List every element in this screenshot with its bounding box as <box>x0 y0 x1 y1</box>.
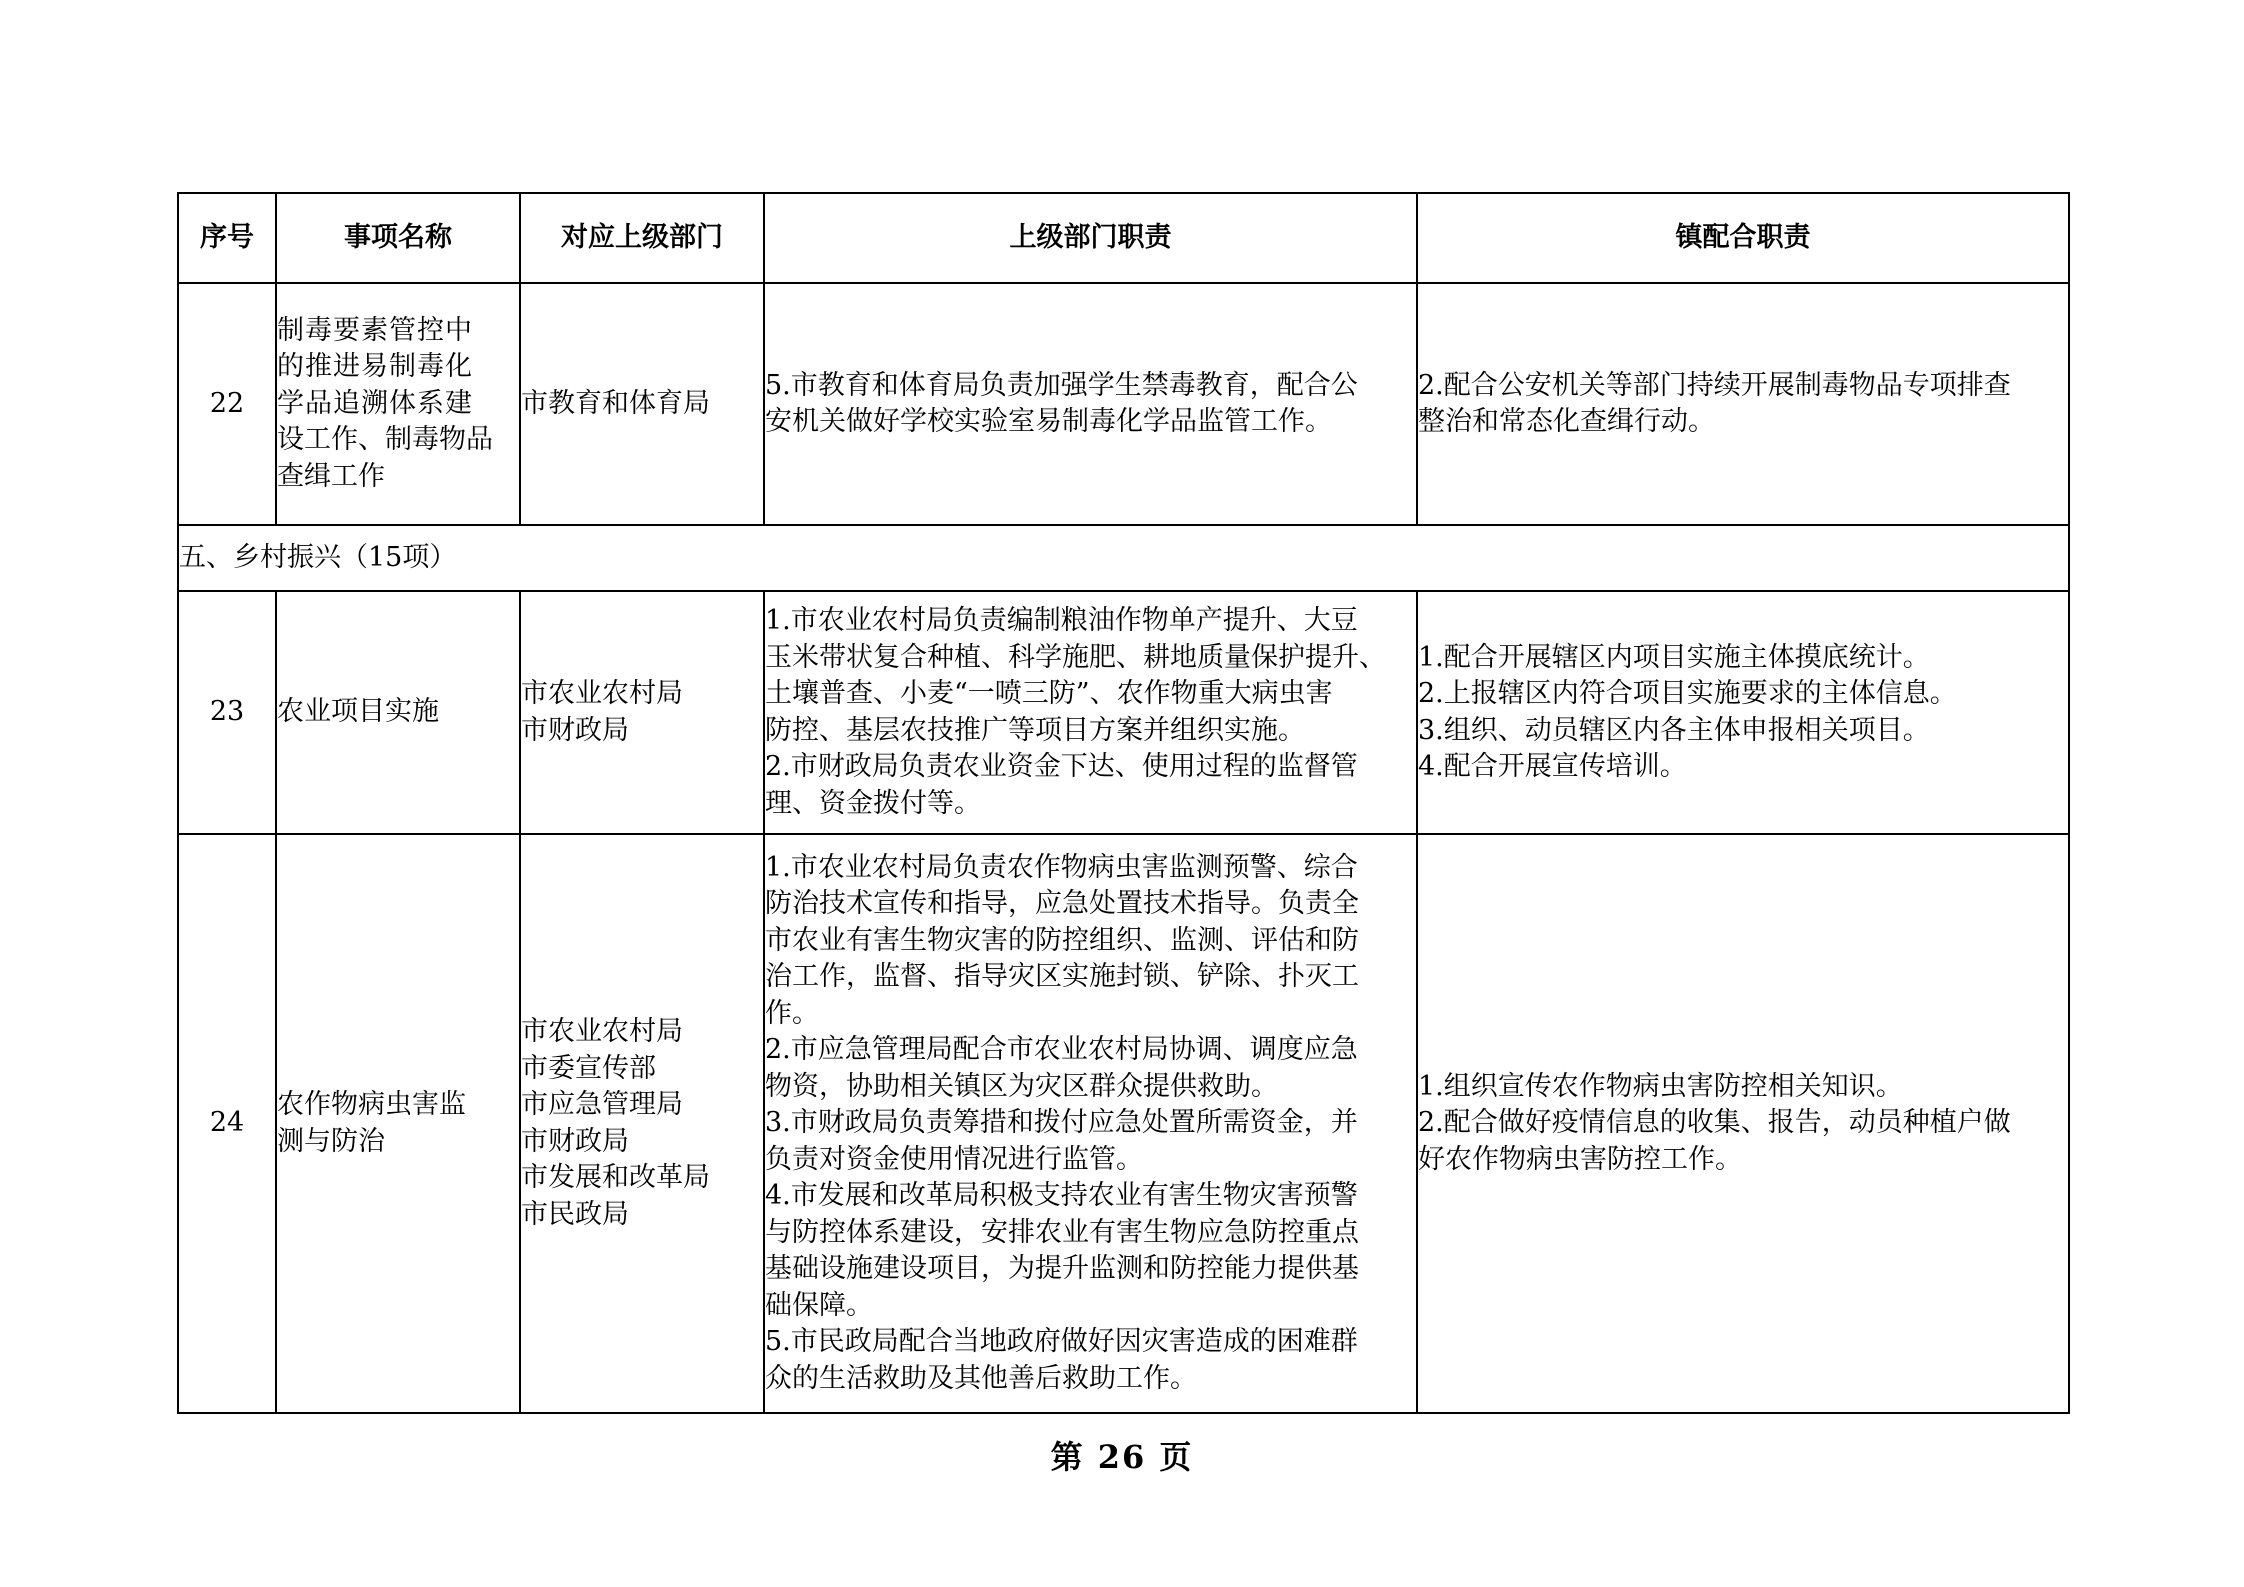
duty-line: 土壤普查、小麦“一喷三防”、农作物重大病虫害 <box>765 678 1333 709</box>
header-cell-town-duties: 镇配合职责 <box>1417 193 2069 283</box>
duty-line: 5.市教育和体育局负责加强学生禁毒教育，配合公 <box>765 369 1358 401</box>
section-row <box>178 525 2069 591</box>
superior-duty-cell <box>764 591 1417 834</box>
superior-duty-cell <box>764 834 1417 1413</box>
department-line: 市财政局 <box>521 1125 629 1157</box>
department-line: 市委宣传部 <box>521 1052 656 1084</box>
item-name-line: 的推进易制毒化 <box>277 351 473 383</box>
item-name-cell <box>276 283 520 525</box>
header-cell-superior-department: 对应上级部门 <box>520 193 764 283</box>
town-duty-line: 1.组织宣传农作物病虫害防控相关知识。 <box>1418 1070 1903 1102</box>
row-number: 22 <box>178 283 276 525</box>
town-duty-line: 3.组织、动员辖区内各主体申报相关项目。 <box>1418 714 1930 746</box>
duty-line: 2.市应急管理局配合市农业农村局协调、调度应急 <box>765 1034 1358 1066</box>
table-row <box>178 591 2069 834</box>
town-duty-line: 4.配合开展宣传培训。 <box>1418 751 1687 782</box>
table-header-row <box>178 193 2069 283</box>
duty-line: 治工作，监督、指导灾区实施封锁、铲除、扑灭工 <box>765 961 1359 993</box>
item-name-line: 设工作、制毒物品 <box>277 424 493 456</box>
department-cell <box>520 283 764 525</box>
duty-line: 与防控体系建设，安排农业有害生物应急防控重点 <box>765 1216 1359 1248</box>
town-duty-cell <box>1417 834 2069 1413</box>
town-duty-line: 整治和常态化查缉行动。 <box>1418 406 1715 437</box>
item-name-cell <box>276 591 520 834</box>
duty-line: 础保障。 <box>765 1289 873 1321</box>
item-name-line: 农作物病虫害监 <box>277 1089 466 1120</box>
duty-line: 5.市民政局配合当地政府做好因灾害造成的困难群 <box>765 1326 1358 1358</box>
item-name-cell <box>276 834 520 1413</box>
duty-line: 2.市财政局负责农业资金下达、使用过程的监督管 <box>765 751 1358 782</box>
item-name-line: 农业项目实施 <box>277 696 439 728</box>
duty-line: 作。 <box>765 997 819 1029</box>
department-line: 市农业农村局 <box>521 1016 683 1047</box>
town-duty-line: 1.配合开展辖区内项目实施主体摸底统计。 <box>1418 641 1930 673</box>
header-cell-item-name: 事项名称 <box>276 193 520 283</box>
header-cell-superior-duties: 上级部门职责 <box>764 193 1417 283</box>
duty-line: 市农业有害生物灾害的防控组织、监测、评估和防 <box>765 924 1359 956</box>
item-name-line: 学品追溯体系建 <box>277 387 473 419</box>
town-duty-cell <box>1417 591 2069 834</box>
department-line: 市农业农村局 <box>521 678 683 709</box>
superior-duty-cell <box>764 283 1417 525</box>
duty-line: 1.市农业农村局负责编制粮油作物单产提升、大豆 <box>765 605 1358 636</box>
responsibility-table <box>177 192 2070 1414</box>
table-row <box>178 283 2069 525</box>
duty-line: 基础设施建设项目，为提升监测和防控能力提供基 <box>765 1253 1359 1285</box>
department-cell <box>520 834 764 1413</box>
table-row <box>178 834 2069 1413</box>
town-duty-cell <box>1417 283 2069 525</box>
duty-line: 4.市发展和改革局积极支持农业有害生物灾害预警 <box>765 1180 1358 1212</box>
section-title: 五、乡村振兴（15项） <box>178 525 2069 591</box>
row-number: 23 <box>178 591 276 834</box>
duty-line: 防控、基层农技推广等项目方案并组织实施。 <box>765 714 1305 746</box>
department-line: 市应急管理局 <box>521 1089 683 1120</box>
duty-line: 理、资金拨付等。 <box>765 787 981 819</box>
duty-line: 防治技术宣传和指导，应急处置技术指导。负责全 <box>765 888 1359 920</box>
department-line: 市发展和改革局 <box>521 1162 710 1193</box>
town-duty-line: 2.配合做好疫情信息的收集、报告，动员种植户做 <box>1418 1107 2011 1139</box>
department-cell <box>520 591 764 834</box>
department-line: 市教育和体育局 <box>521 387 710 419</box>
department-line: 市民政局 <box>521 1198 629 1230</box>
duty-line: 众的生活救助及其他善后救助工作。 <box>765 1362 1197 1394</box>
duty-line: 玉米带状复合种植、科学施肥、耕地质量保护提升、 <box>765 641 1386 673</box>
town-duty-line: 好农作物病虫害防控工作。 <box>1418 1143 1742 1175</box>
duty-line: 负责对资金使用情况进行监管。 <box>765 1143 1143 1175</box>
duty-line: 1.市农业农村局负责农作物病虫害监测预警、综合 <box>765 851 1358 883</box>
item-name-line: 查缉工作 <box>277 460 385 492</box>
town-duty-line: 2.上报辖区内符合项目实施要求的主体信息。 <box>1418 678 1957 709</box>
row-number: 24 <box>178 834 276 1413</box>
page-number: 第 26 页 <box>1050 1438 1194 1476</box>
town-duty-line: 2.配合公安机关等部门持续开展制毒物品专项排查 <box>1418 369 2011 401</box>
department-line: 市财政局 <box>521 714 629 746</box>
duty-line: 安机关做好学校实验室易制毒化学品监管工作。 <box>765 406 1332 437</box>
item-name-line: 测与防治 <box>277 1125 385 1157</box>
duty-line: 物资，协助相关镇区为灾区群众提供救助。 <box>765 1070 1278 1102</box>
item-name-line: 制毒要素管控中 <box>277 314 473 346</box>
header-cell-number: 序号 <box>178 193 276 283</box>
duty-line: 3.市财政局负责筹措和拨付应急处置所需资金，并 <box>765 1107 1358 1139</box>
